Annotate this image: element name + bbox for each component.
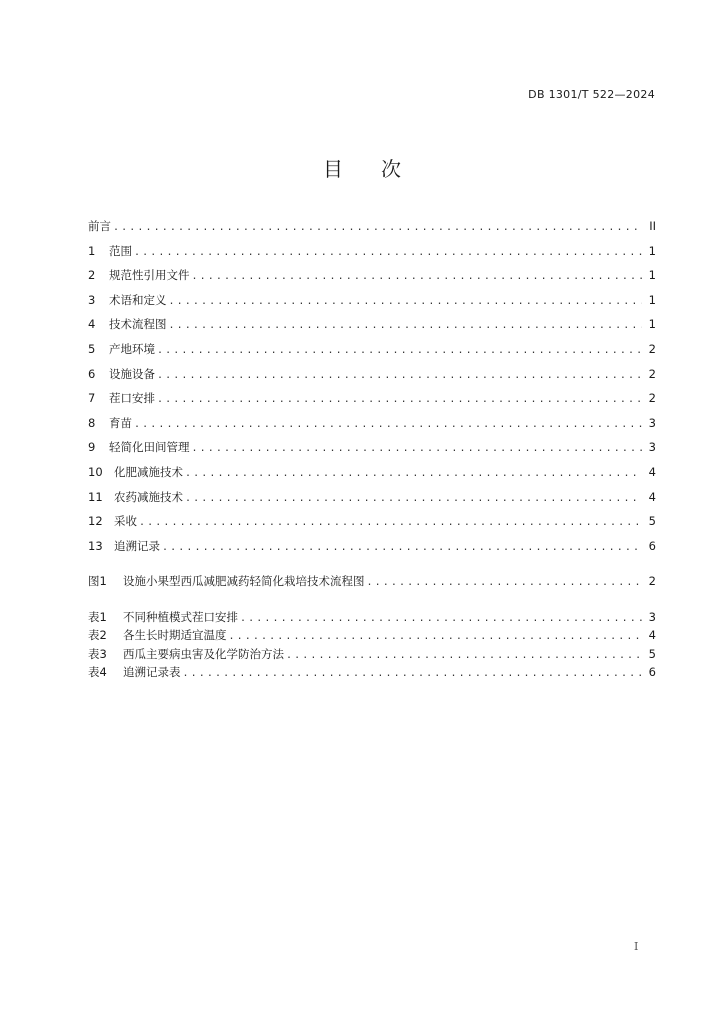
toc-entry-number: 2 — [88, 268, 96, 283]
toc-title — [0, 153, 724, 182]
leader-dots — [157, 370, 642, 381]
toc-entry-page: 1 — [648, 243, 656, 258]
leader-dots — [169, 296, 643, 307]
toc-entry[interactable] — [88, 439, 656, 464]
table-entry[interactable] — [88, 664, 656, 683]
toc-entry-foreword[interactable] — [88, 218, 656, 243]
toc-entry-page: 3 — [648, 415, 656, 430]
toc-entry-page: 4 — [648, 464, 656, 479]
toc-entry[interactable] — [88, 513, 656, 538]
leader-dots — [169, 320, 643, 331]
toc-entry[interactable] — [88, 464, 656, 489]
toc-title-char-2: 次 — [381, 157, 401, 181]
table-entry-number: 表1 — [88, 609, 107, 624]
toc-entry-label: 追溯记录 — [114, 538, 160, 553]
toc-entry[interactable] — [88, 538, 656, 563]
toc-entry-number: 8 — [88, 415, 96, 430]
toc-entry-label: 设施设备 — [109, 366, 155, 381]
page-number: I — [634, 940, 639, 953]
table-entry-label: 西瓜主要病虫害及化学防治方法 — [123, 646, 284, 661]
toc-entry-number: 5 — [88, 341, 96, 356]
toc-entry[interactable] — [88, 292, 656, 317]
toc-entry-page: 1 — [648, 317, 656, 332]
toc-entry-label: 育苗 — [109, 415, 132, 430]
figure-entry-label: 设施小果型西瓜减肥减药轻简化栽培技术流程图 — [123, 574, 365, 589]
toc-entry-label: 术语和定义 — [109, 292, 167, 307]
table-entry[interactable] — [88, 646, 656, 665]
toc-entry[interactable] — [88, 366, 656, 391]
toc-entry-page: 2 — [648, 366, 656, 381]
leader-dots — [162, 542, 642, 553]
toc-entry-page: 2 — [648, 341, 656, 356]
toc-entry-number: 4 — [88, 317, 96, 332]
toc-entry-page: 5 — [648, 514, 656, 529]
toc-entry-number: 6 — [88, 366, 96, 381]
toc-entry-number: 12 — [88, 514, 103, 529]
toc-entry-number: 3 — [88, 292, 96, 307]
toc-entry-label: 农药减施技术 — [114, 489, 183, 504]
toc-entry-label: 范围 — [109, 243, 132, 258]
toc-entry-number: 9 — [88, 440, 96, 455]
table-entry-label: 追溯记录表 — [123, 665, 181, 680]
leader-dots — [240, 613, 642, 624]
table-of-contents — [88, 218, 656, 683]
table-entry-label: 不同种植模式茬口安排 — [123, 609, 238, 624]
toc-entry[interactable] — [88, 243, 656, 268]
toc-entry[interactable] — [88, 415, 656, 440]
figure-entry-number: 图1 — [88, 574, 107, 589]
leader-dots — [192, 271, 643, 282]
toc-entry[interactable] — [88, 390, 656, 415]
table-entry-number: 表4 — [88, 665, 107, 680]
toc-entry-page: 6 — [648, 538, 656, 553]
leader-dots — [134, 419, 642, 430]
toc-entry-label: 采收 — [114, 514, 137, 529]
figure-entry[interactable] — [88, 573, 656, 598]
leader-dots — [185, 493, 642, 504]
leader-dots — [229, 631, 643, 642]
toc-entry-number: 13 — [88, 538, 103, 553]
toc-entry[interactable] — [88, 316, 656, 341]
table-entry-page: 6 — [648, 665, 656, 680]
toc-entry-label: 化肥减施技术 — [114, 464, 183, 479]
leader-dots — [157, 394, 642, 405]
standard-code: DB 1301/T 522—2024 — [528, 88, 655, 101]
toc-entry-label: 轻简化田间管理 — [109, 440, 190, 455]
toc-entry-page: 1 — [648, 268, 656, 283]
table-entry-page: 3 — [648, 609, 656, 624]
toc-entry-label: 技术流程图 — [109, 317, 167, 332]
toc-entry-number: 1 — [88, 243, 96, 258]
toc-entry-page: II — [649, 219, 656, 233]
toc-entry-number: 7 — [88, 391, 96, 406]
leader-dots — [286, 650, 642, 661]
leader-dots — [113, 222, 642, 233]
toc-entry-page: 2 — [648, 391, 656, 406]
toc-entry-label: 前言 — [88, 219, 111, 233]
leader-dots — [157, 345, 642, 356]
table-entry-page: 5 — [648, 646, 656, 661]
leader-dots — [183, 668, 643, 679]
toc-entry-page: 3 — [648, 440, 656, 455]
table-entry-label: 各生长时期适宜温度 — [123, 628, 227, 643]
toc-entry-number: 10 — [88, 464, 103, 479]
toc-entry-label: 茬口安排 — [109, 391, 155, 406]
leader-dots — [139, 517, 642, 528]
leader-dots — [367, 577, 643, 588]
table-entry-number: 表2 — [88, 628, 107, 643]
figure-entry-page: 2 — [648, 574, 656, 589]
table-entry[interactable] — [88, 609, 656, 628]
table-entry[interactable] — [88, 627, 656, 646]
toc-entry-page: 4 — [648, 489, 656, 504]
toc-entry-label: 产地环境 — [109, 341, 155, 356]
toc-entry[interactable] — [88, 267, 656, 292]
leader-dots — [134, 247, 642, 258]
toc-entry-label: 规范性引用文件 — [109, 268, 190, 283]
toc-entry-page: 1 — [648, 292, 656, 307]
toc-entry[interactable] — [88, 489, 656, 514]
leader-dots — [192, 443, 643, 454]
toc-entry-number: 11 — [88, 489, 103, 504]
table-entry-page: 4 — [648, 628, 656, 643]
toc-entry[interactable] — [88, 341, 656, 366]
toc-title-char-1: 目 — [323, 157, 343, 181]
leader-dots — [185, 468, 642, 479]
table-entry-number: 表3 — [88, 646, 107, 661]
